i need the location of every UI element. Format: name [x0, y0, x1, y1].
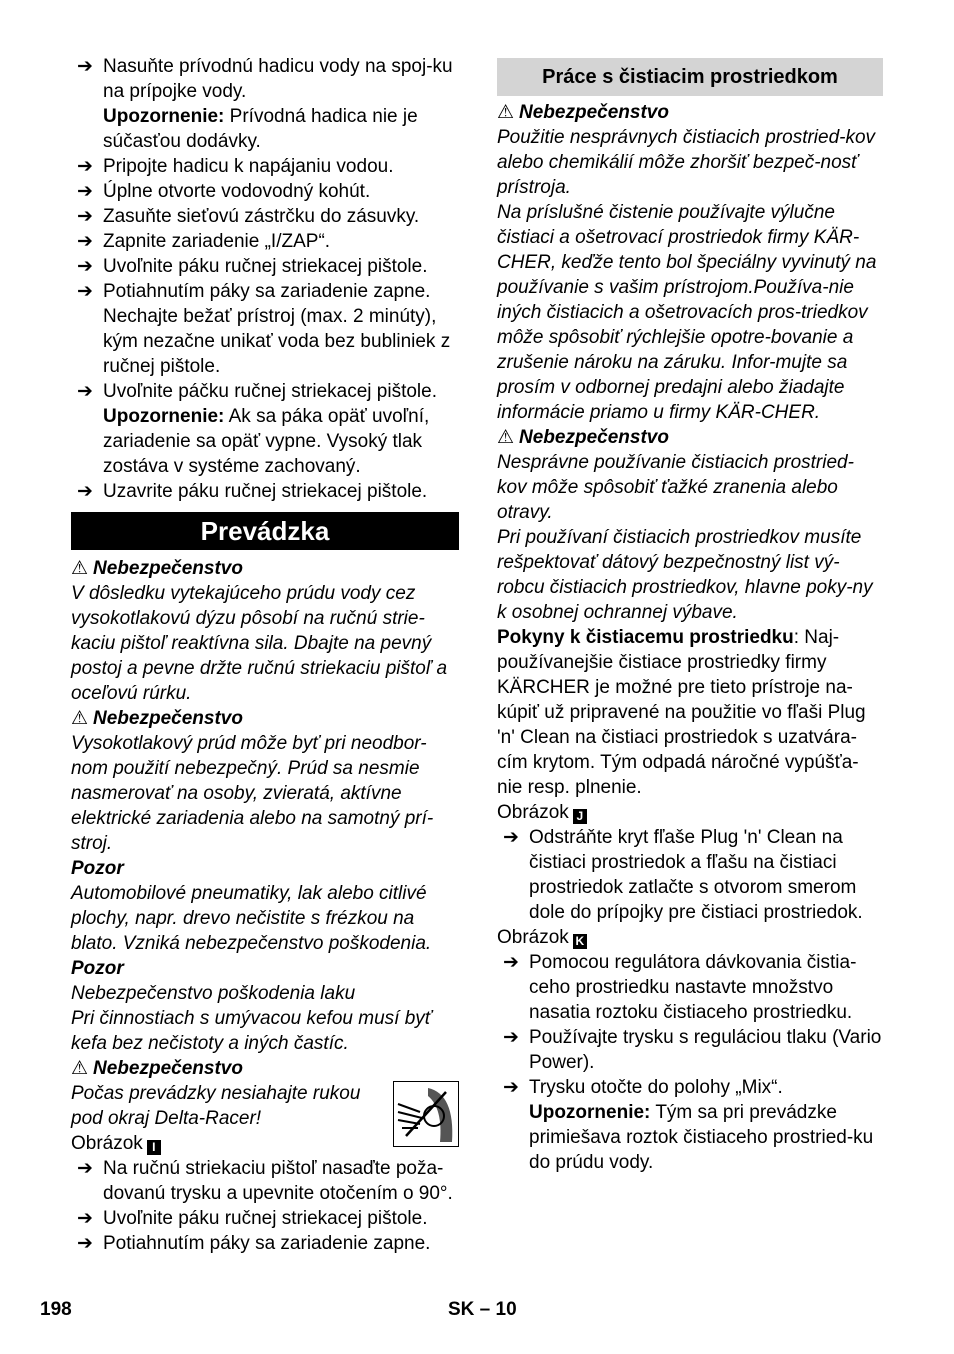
arrow-right-icon: ➔	[77, 1158, 93, 1179]
step-text: Potiahnutím páky sa zariadenie zapne. Nechajte bežať prístroj (max. 2 minúty), kým nezačne unikať voda bez bubliniek z ručnej pištole.	[103, 281, 451, 377]
step	[71, 254, 459, 279]
warning-triangle-icon: ⚠	[71, 558, 89, 579]
step	[71, 1206, 459, 1231]
step	[71, 154, 459, 179]
arrow-right-icon: ➔	[77, 1233, 93, 1254]
note-text: Prívodná hadica nie je súčasťou dodávky.	[103, 106, 418, 152]
step	[71, 379, 459, 479]
figure-letter-badge: J	[573, 809, 587, 824]
danger-heading: ⚠ Nebezpečenstvo	[497, 102, 669, 123]
danger-heading: ⚠ Nebezpečenstvo	[497, 427, 669, 448]
step-text: Uvoľnite páku ručnej striekacej pištole.	[103, 256, 428, 277]
step	[71, 54, 459, 154]
step-text: Pripojte hadicu k napájaniu vodou.	[103, 156, 394, 177]
danger-heading: ⚠ Nebezpečenstvo	[71, 708, 243, 729]
step	[497, 1075, 883, 1175]
step	[71, 479, 459, 504]
figure-reference: Obrázok J	[497, 800, 883, 825]
step	[497, 1025, 883, 1075]
step-text: Nasuňte prívodnú hadicu vody na spoj-ku na prípojke vody.	[103, 56, 453, 102]
tips-label: Pokyny k čistiacemu prostriedku	[497, 627, 794, 648]
danger-text: V dôsledku vytekajúceho prúdu vody cez vysokotlakovú dýzu pôsobí na ručnú strie-kaciu pištoľ reaktívna sila. Dbajte na pevný postoj a pevne držte ručnú striekaciu pištoľ a oceľovú rúrku.	[71, 583, 448, 704]
step-text: Odstráňte kryt fľaše Plug 'n' Clean na čistiaci prostriedok a fľašu na čistiaci prostriedok zatlačte s otvorom smerom dole do prípojky pre čistiaci prostriedok.	[529, 827, 863, 923]
figure-letter-badge: I	[147, 1140, 161, 1155]
tips-text: : Naj-používanejšie čistiace prostriedky firmy KÄRCHER je možné pre tieto prístroje na-kúpiť už pripravené na použitie vo fľaši Plug 'n' Clean na čistiaci prostriedok s uzatvára-cím krytom. Tým odpadá náročné vypúšťa-nie resp. plnenie.	[497, 627, 866, 798]
step-text: Uvoľnite páku ručnej striekacej pištole.	[103, 1208, 428, 1229]
note-text: Ak sa páka opäť uvoľní, zariadenie sa opäť vypne. Vysoký tlak zostáva v systéme zachovaný.	[103, 406, 430, 477]
danger-text: Použitie nesprávnych čistiacich prostried-kov alebo chemikálií môže zhoršiť bezpeč-nosť prístroja. Na príslušné čistenie používajte výlučne čistiaci a ošetrovací prostriedok firmy KÄR-CHER, keďže tento bol špeciálny vyvinutý na používanie s vašim prístrojom.Používa-nie iných čistiacich a ošetrovacích pros-triedkov môže spôsobiť rýchlejšie opotre-bovanie a zrušenie nároku na záruku. Infor-mujte sa prosím v odbornej predajni alebo žiadajte informácie priamo u firmy KÄR-CHER.	[497, 127, 877, 423]
arrow-right-icon: ➔	[77, 281, 93, 302]
arrow-right-icon: ➔	[77, 206, 93, 227]
arrow-right-icon: ➔	[77, 231, 93, 252]
step	[71, 1156, 459, 1206]
section-heading-prevadzka: Prevádzka	[71, 512, 459, 550]
arrow-right-icon: ➔	[503, 827, 519, 848]
right-column	[497, 54, 883, 1175]
figure-reference: Obrázok K	[497, 925, 883, 950]
step-text: Trysku otočte do polohy „Mix“.	[529, 1077, 783, 1098]
arrow-right-icon: ➔	[77, 1208, 93, 1229]
arrow-right-icon: ➔	[77, 381, 93, 402]
warning-triangle-icon: ⚠	[497, 102, 515, 123]
arrow-right-icon: ➔	[503, 1027, 519, 1048]
left-column	[71, 54, 459, 1256]
arrow-right-icon: ➔	[503, 1077, 519, 1098]
arrow-right-icon: ➔	[77, 256, 93, 277]
step	[71, 229, 459, 254]
arrow-right-icon: ➔	[503, 952, 519, 973]
step-text: Používajte trysku s reguláciou tlaku (Vario Power).	[529, 1027, 882, 1073]
step	[71, 179, 459, 204]
arrow-right-icon: ➔	[77, 481, 93, 502]
step-text: Potiahnutím páky sa zariadenie zapne.	[103, 1233, 431, 1254]
note-label: Upozornenie:	[103, 106, 225, 127]
step-text: Úplne otvorte vodovodný kohút.	[103, 181, 371, 202]
hand-under-delta-racer-illustration	[393, 1081, 459, 1147]
figure-letter-badge: K	[573, 934, 587, 949]
caution-text: Automobilové pneumatiky, lak alebo citlivé plochy, napr. drevo nečistite s frézkou na blato. Vzniká nebezpečenstvo poškodenia.	[71, 883, 432, 954]
detergent-tips	[497, 625, 883, 800]
figure-reference: Obrázok I	[71, 1131, 383, 1156]
step	[497, 825, 883, 925]
caution-heading: Pozor	[71, 958, 124, 979]
step	[71, 279, 459, 379]
step	[497, 950, 883, 1025]
note-text: Tým sa pri prevádzke primiešava roztok čistiaceho prostried-ku do prúdu vody.	[529, 1102, 874, 1173]
caution-heading: Pozor	[71, 858, 124, 879]
danger-text: Vysokotlakový prúd môže byť pri neodbor-nom použití nebezpečný. Prúd sa nesmie nasmerovať na osoby, zvieratá, aktívne elektrické zariadenia alebo na samotný prí-stroj.	[71, 733, 434, 854]
note-label: Upozornenie:	[103, 406, 225, 427]
step-text: Pomocou regulátora dávkovania čistia-ceho prostriedku nastavte množstvo nasatia roztoku čistiaceho prostriedku.	[529, 952, 857, 1023]
section-footer: SK – 10	[448, 1299, 517, 1320]
page-number: 198	[40, 1299, 72, 1320]
step-text: Uvoľnite páčku ručnej striekacej pištole.	[103, 381, 437, 402]
note-label: Upozornenie:	[529, 1102, 651, 1123]
arrow-right-icon: ➔	[77, 181, 93, 202]
arrow-right-icon: ➔	[77, 156, 93, 177]
step-text: Zapnite zariadenie „I/ZAP“.	[103, 231, 331, 252]
arrow-right-icon: ➔	[77, 56, 93, 77]
step-text: Uzavrite páku ručnej striekacej pištole.	[103, 481, 428, 502]
warning-triangle-icon: ⚠	[71, 1058, 89, 1079]
step-text: Na ručnú striekaciu pištoľ nasaďte poža-dovanú trysku a upevnite otočením o 90°.	[103, 1158, 453, 1204]
danger-heading: ⚠ Nebezpečenstvo	[71, 558, 243, 579]
caution-text: Nebezpečenstvo poškodenia laku Pri činnostiach s umývacou kefou musí byť kefa bez nečistoty a iných častíc.	[71, 983, 432, 1054]
step-text: Zasuňte sieťovú zástrčku do zásuvky.	[103, 206, 420, 227]
section-heading-cistiace-prostriedky: Práce s čistiacim prostriedkom	[497, 58, 883, 96]
warning-triangle-icon: ⚠	[71, 708, 89, 729]
danger-text: Nesprávne používanie čistiacich prostried-kov môže spôsobiť ťažké zranenia alebo otravy. Pri používaní čistiacich prostriedkov musíte rešpektovať dátový bezpečnostný list vý-robcu čistiacich prostriedkov, hlavne poky-ny k osobnej ochrannej výbave.	[497, 452, 873, 623]
danger-text: Počas prevádzky nesiahajte rukou pod okraj Delta-Racer!	[71, 1083, 361, 1129]
step	[71, 1231, 459, 1256]
warning-triangle-icon: ⚠	[497, 427, 515, 448]
danger-block-delta-racer	[71, 1081, 459, 1156]
step	[71, 204, 459, 229]
danger-heading: ⚠ Nebezpečenstvo	[71, 1058, 243, 1079]
